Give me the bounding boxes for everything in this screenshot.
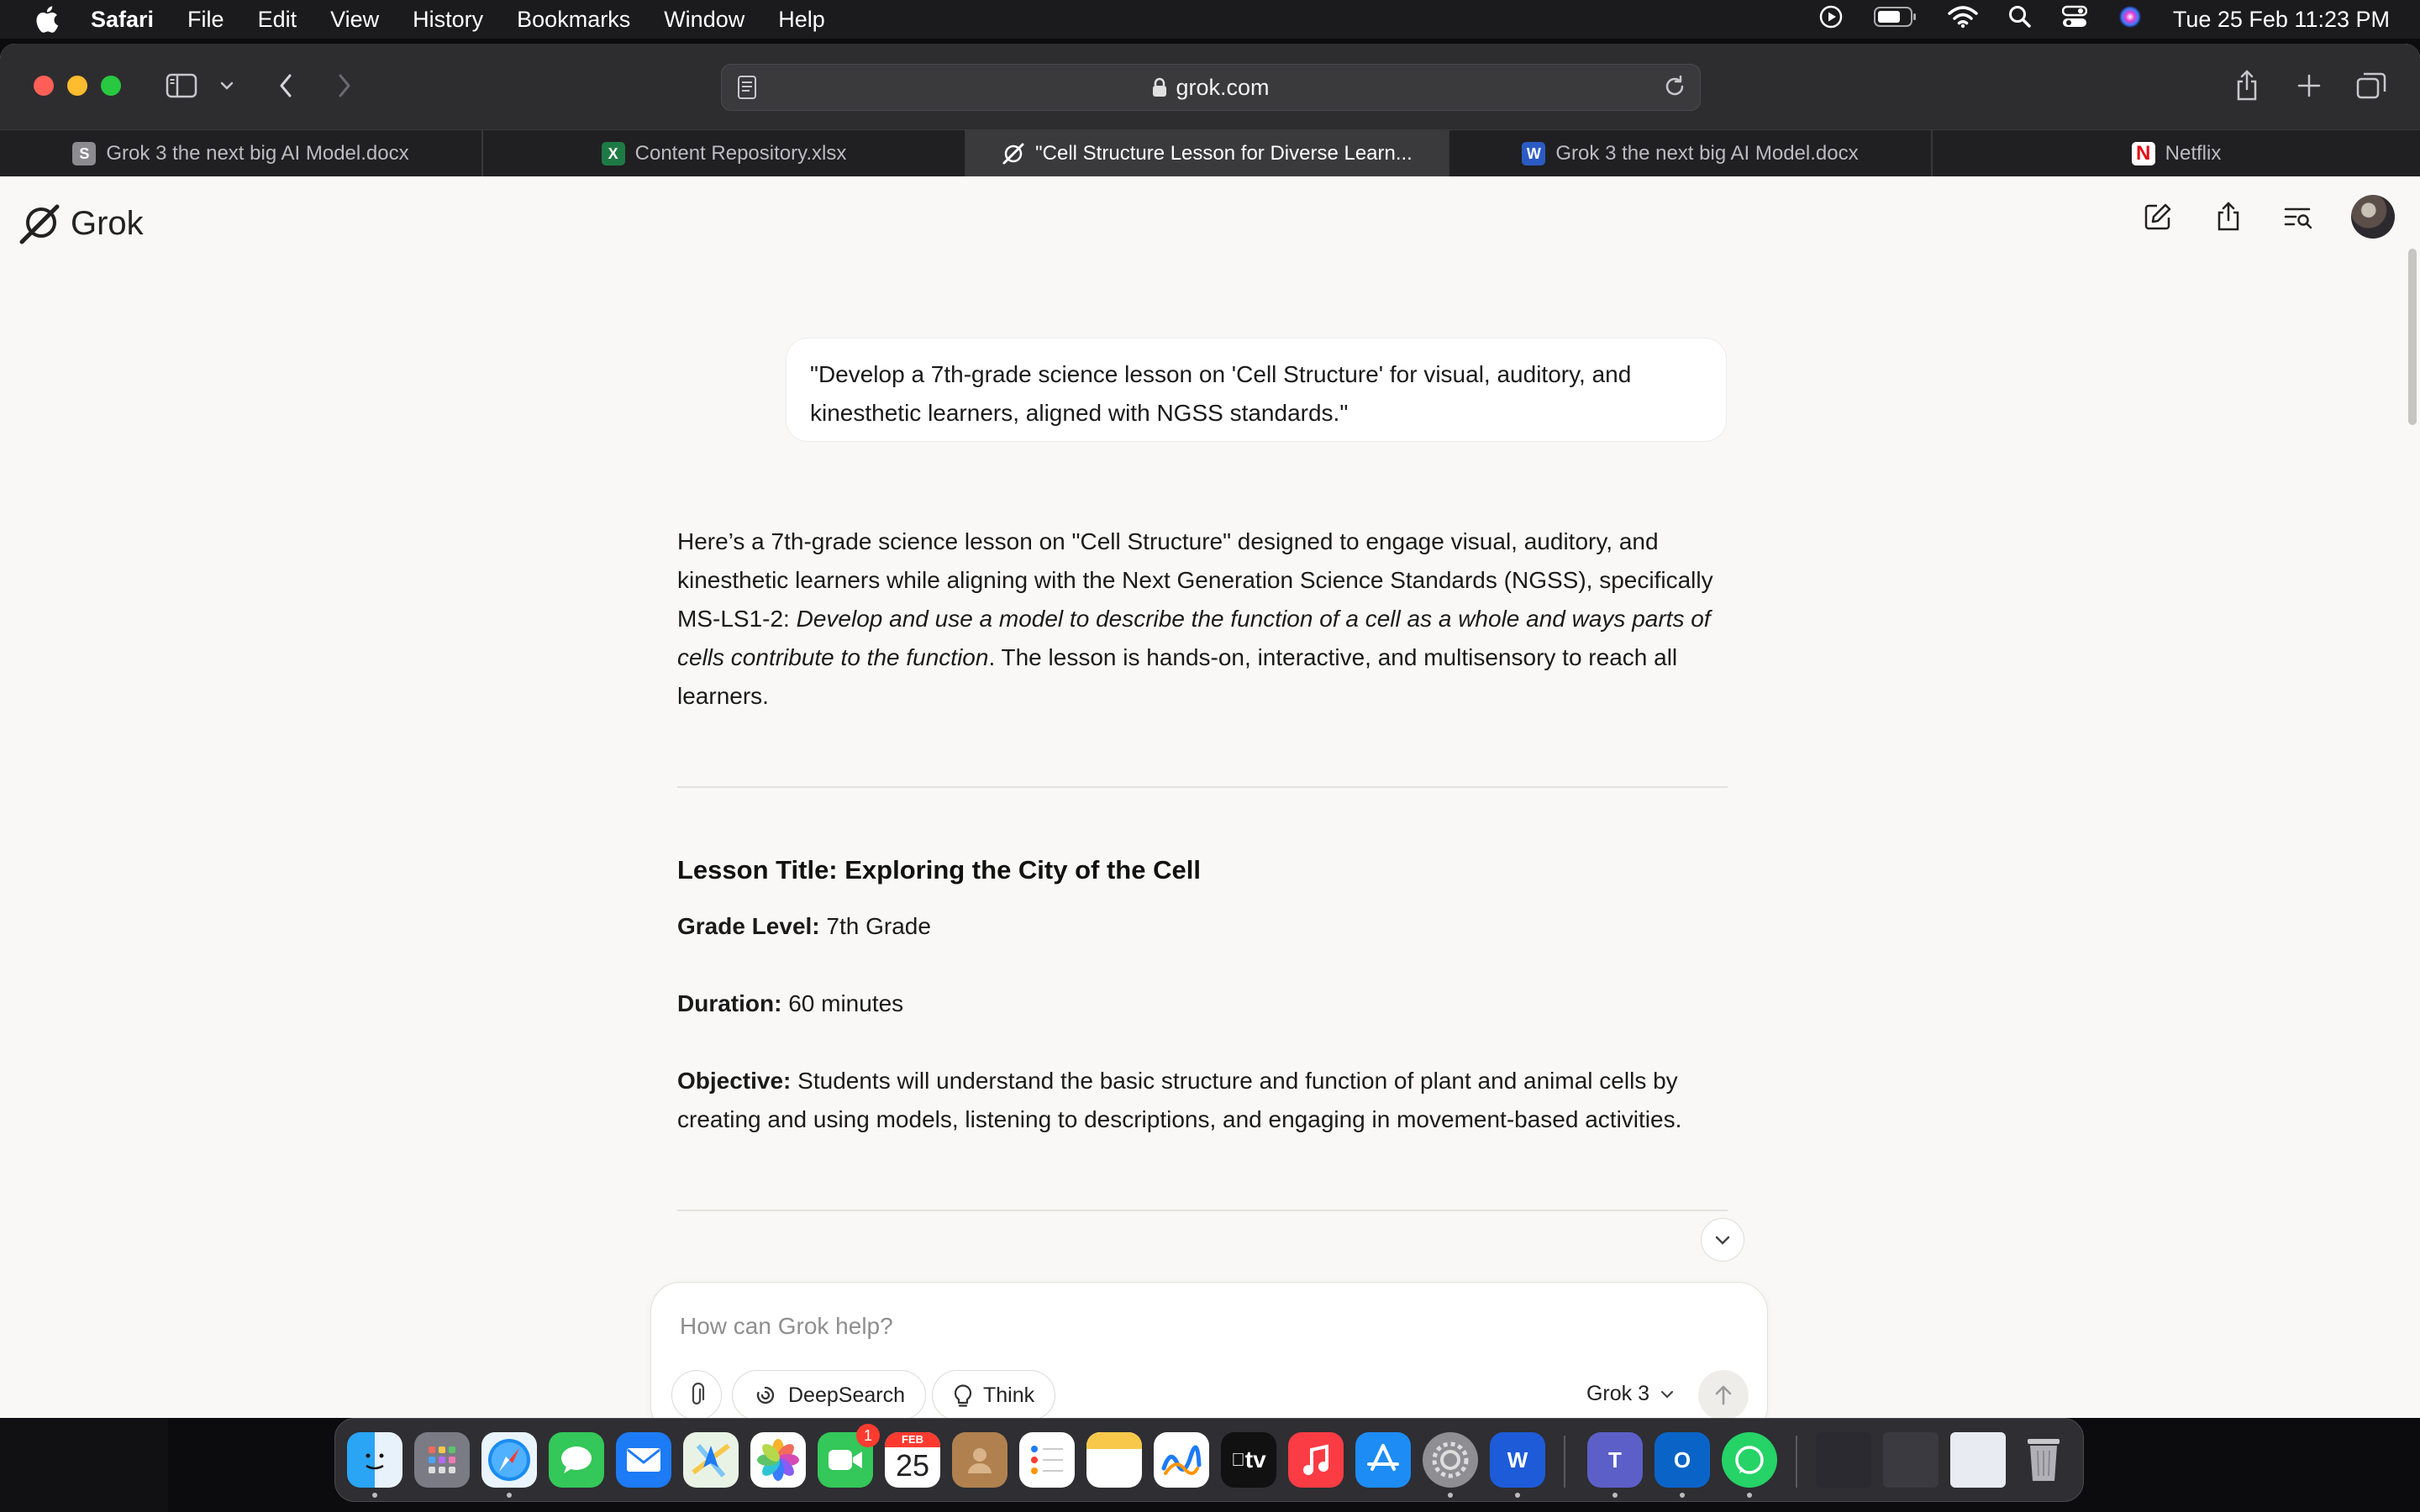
tab-label: Grok 3 the next big AI Model.docx: [1555, 142, 1859, 165]
trash-icon[interactable]: [2016, 1432, 2071, 1488]
document-s-icon: S: [72, 142, 96, 165]
close-window-button[interactable]: [34, 76, 54, 96]
intro-text-part1: Here’s a 7th-grade science lesson on "Cell Structure" designed to engage visual, auditory, and kinesthetic learners while aligning with the Next Generation Science Standards (NGSS), specifically MS-LS1-2:: [677, 528, 1713, 632]
running-indicator: [372, 1493, 377, 1498]
desktop-background: [0, 1418, 168, 1512]
grok-page: [0, 176, 2420, 1418]
battery-icon[interactable]: [1874, 6, 1918, 34]
contacts-icon[interactable]: [952, 1432, 1007, 1488]
tab-grok-docx-1[interactable]: [0, 130, 483, 177]
grade-level-line: [677, 907, 1728, 946]
assistant-intro-paragraph: [677, 522, 1728, 716]
tab-label: Content Repository.xlsx: [634, 142, 847, 165]
page-actions: [2139, 195, 2395, 239]
deepsearch-swirl-icon: [753, 1383, 778, 1408]
chat-history-search-icon[interactable]: [2281, 198, 2317, 235]
menu-edit[interactable]: Edit: [257, 6, 297, 32]
safari-toolbar: [0, 44, 2420, 129]
tab-bar: [0, 129, 2420, 177]
chat-input[interactable]: [678, 1305, 1690, 1348]
running-indicator: [1612, 1493, 1618, 1498]
intro-standard-italic: Develop and use a model to describe the function of a cell as a whole and ways parts of cells contribute to the function: [677, 606, 1711, 670]
objective-value: Students will understand the basic structure and function of plant and animal cells by creating and using models, listening to descriptions, and engaging in movement-based activities.: [677, 1068, 1682, 1132]
tv-label: tv: [1238, 1446, 1260, 1473]
forward-arrow-icon[interactable]: [329, 69, 360, 102]
app-store-icon[interactable]: [1355, 1432, 1411, 1488]
send-arrow-up-icon[interactable]: [1698, 1370, 1749, 1418]
mail-icon[interactable]: [616, 1432, 671, 1488]
tab-label: "Cell Structure Lesson for Diverse Learn...: [1035, 142, 1413, 165]
user-avatar[interactable]: [2351, 195, 2395, 239]
reload-icon[interactable]: [1663, 75, 1686, 104]
microsoft-teams-icon[interactable]: T: [1587, 1432, 1643, 1488]
now-playing-icon[interactable]: [1818, 4, 1844, 35]
facetime-notification-badge: 1: [856, 1424, 880, 1447]
menu-app-safari[interactable]: Safari: [91, 6, 155, 32]
notes-icon[interactable]: [1086, 1432, 1142, 1488]
tab-content-repository[interactable]: [483, 130, 966, 177]
duration-value: 60 minutes: [781, 990, 904, 1016]
tab-group-chevron-down-icon[interactable]: [217, 74, 237, 97]
duration-line: [677, 984, 1728, 1023]
minimized-window-thumbnail[interactable]: [1883, 1432, 1939, 1488]
grok-favicon-icon: [1002, 142, 1025, 165]
safari-icon[interactable]: [481, 1432, 537, 1488]
apple-menu-icon[interactable]: [32, 3, 60, 36]
launchpad-icon[interactable]: [414, 1432, 470, 1488]
music-icon[interactable]: [1288, 1432, 1344, 1488]
divider: [677, 1210, 1728, 1211]
dock-separator: [1796, 1436, 1797, 1488]
menu-history[interactable]: History: [413, 6, 484, 32]
tab-label: Netflix: [2165, 142, 2222, 165]
system-settings-icon[interactable]: [1423, 1432, 1478, 1488]
microsoft-outlook-icon[interactable]: O: [1655, 1432, 1710, 1488]
sidebar-toggle-icon[interactable]: [163, 69, 200, 102]
deepsearch-button[interactable]: [732, 1370, 926, 1418]
control-center-icon[interactable]: [2062, 5, 2087, 34]
tab-overview-icon[interactable]: [2354, 69, 2388, 102]
message-composer: [650, 1282, 1768, 1418]
new-chat-edit-icon[interactable]: [2139, 198, 2176, 235]
user-message-text: "Develop a 7th-grade science lesson on 'Cell Structure' for visual, auditory, and kinesthetic learners, aligned with NGSS standards.": [810, 361, 1632, 426]
objective-line: [677, 1062, 1728, 1139]
grok-brand-text: Grok: [71, 204, 144, 242]
minimize-window-button[interactable]: [67, 76, 87, 96]
menu-view[interactable]: View: [330, 6, 380, 32]
wifi-icon[interactable]: [1948, 5, 1978, 34]
word-icon: W: [1522, 142, 1545, 165]
zoom-window-button[interactable]: [101, 76, 121, 96]
think-button[interactable]: [932, 1370, 1055, 1418]
deepsearch-label: DeepSearch: [788, 1383, 905, 1407]
excel-icon: X: [602, 142, 625, 165]
chevron-down-icon: [1660, 1389, 1675, 1399]
calendar-day: 25: [895, 1448, 930, 1483]
model-label: Grok 3: [1586, 1382, 1649, 1405]
running-indicator: [1515, 1493, 1520, 1498]
scroll-to-bottom-chevron-down-icon[interactable]: [1701, 1218, 1744, 1262]
grade-value: 7th Grade: [819, 913, 931, 939]
safari-window: [0, 44, 2420, 1418]
running-indicator: [1680, 1493, 1685, 1498]
facetime-icon[interactable]: [818, 1426, 873, 1488]
menu-bookmarks[interactable]: Bookmarks: [517, 6, 631, 32]
menu-file[interactable]: File: [187, 6, 224, 32]
new-tab-plus-icon[interactable]: [2294, 69, 2324, 102]
minimized-window-thumbnail[interactable]: [1950, 1432, 2006, 1488]
reader-view-icon[interactable]: [737, 75, 757, 106]
tab-grok-docx-2[interactable]: [1449, 130, 1933, 177]
running-indicator: [507, 1493, 512, 1498]
attach-paperclip-icon[interactable]: [671, 1370, 722, 1418]
menu-window[interactable]: Window: [664, 6, 745, 32]
share-icon[interactable]: [2232, 67, 2262, 104]
back-arrow-icon[interactable]: [271, 69, 301, 102]
running-indicator: [1448, 1493, 1453, 1498]
grok-logo[interactable]: [18, 202, 144, 245]
apple-tv-icon[interactable]: [1221, 1432, 1276, 1488]
duration-label: Duration:: [677, 990, 782, 1016]
spotlight-search-icon[interactable]: [2008, 5, 2032, 34]
menu-bar-clock[interactable]: Tue 25 Feb 11:23 PM: [2172, 6, 2390, 32]
macos-menu-bar: [0, 0, 2420, 39]
calendar-month: FEB: [885, 1432, 940, 1447]
netflix-icon: N: [2132, 142, 2155, 165]
microsoft-word-icon[interactable]: W: [1490, 1432, 1545, 1488]
whatsapp-icon[interactable]: [1722, 1432, 1777, 1488]
url-text[interactable]: grok.com: [1176, 74, 1270, 100]
tab-cell-structure-lesson[interactable]: [966, 130, 1449, 177]
user-message-bubble: [786, 338, 1727, 442]
minimized-window-thumbnail[interactable]: [1816, 1432, 1871, 1488]
messages-icon[interactable]: [549, 1432, 604, 1488]
menu-help[interactable]: Help: [778, 6, 825, 32]
finder-icon[interactable]: [347, 1432, 402, 1488]
running-indicator: [1747, 1493, 1752, 1498]
photos-icon[interactable]: [750, 1432, 806, 1488]
intro-text-part2: . The lesson is hands-on, interactive, and multisensory to reach all learners.: [677, 644, 1678, 709]
page-scrollbar[interactable]: [2408, 249, 2417, 425]
dock-separator: [1564, 1436, 1565, 1488]
lesson-title-heading: Lesson Title: Exploring the City of the Cell: [677, 855, 1201, 885]
macos-dock: [334, 1418, 2084, 1502]
siri-icon[interactable]: [2118, 4, 2143, 35]
think-label: Think: [983, 1383, 1035, 1407]
address-bar[interactable]: [721, 64, 1701, 111]
calendar-icon[interactable]: [885, 1432, 940, 1488]
reminders-icon[interactable]: [1019, 1432, 1075, 1488]
divider: [677, 786, 1728, 788]
lock-icon: [1152, 77, 1167, 97]
share-chat-icon[interactable]: [2210, 198, 2247, 235]
tab-netflix[interactable]: [1933, 130, 2420, 177]
grok-logo-icon: [18, 202, 62, 245]
maps-icon[interactable]: [683, 1432, 739, 1488]
tab-label: Grok 3 the next big AI Model.docx: [106, 142, 409, 165]
objective-label: Objective:: [677, 1068, 792, 1094]
model-selector[interactable]: [1586, 1382, 1675, 1406]
grade-label: Grade Level:: [677, 913, 820, 939]
lightbulb-icon: [953, 1383, 973, 1408]
freeform-icon[interactable]: [1154, 1432, 1209, 1488]
